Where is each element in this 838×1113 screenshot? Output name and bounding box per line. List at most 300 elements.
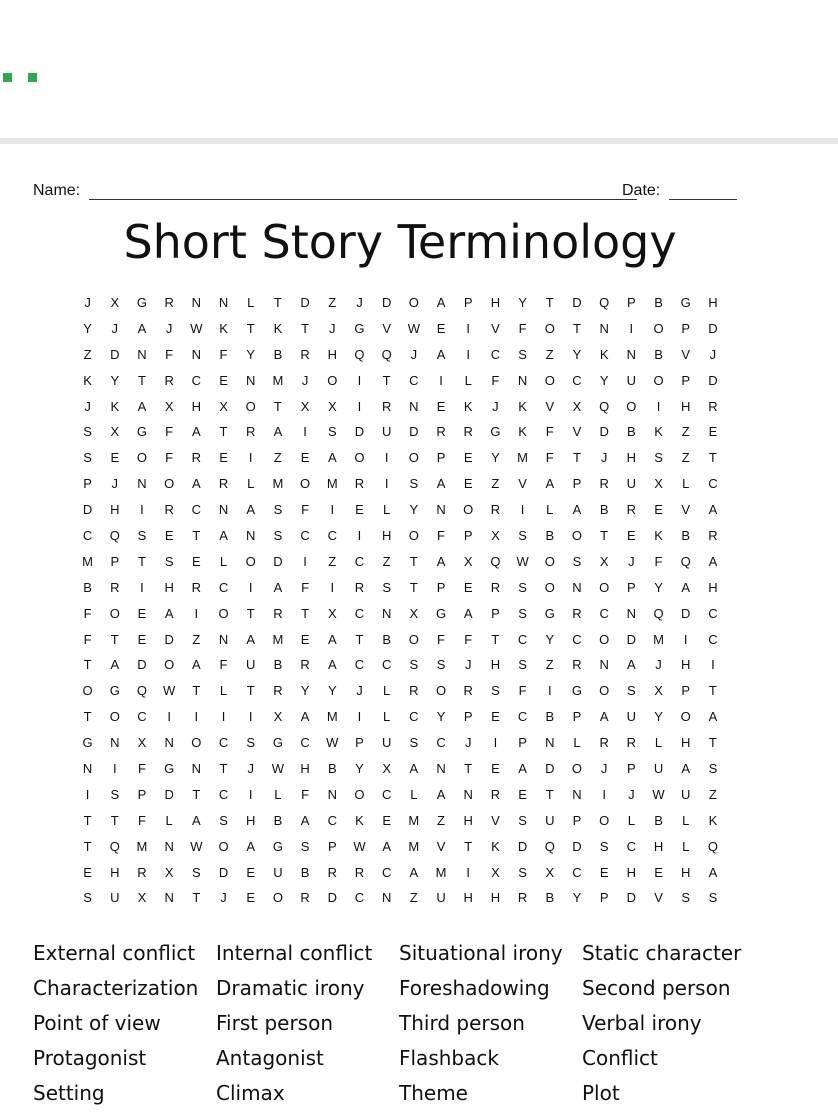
grid-letter: H — [463, 812, 473, 828]
grid-letter: F — [137, 812, 146, 828]
date-field-line — [669, 199, 737, 200]
grid-letter: X — [382, 761, 391, 777]
word-bank-item: Internal conflict — [216, 941, 373, 965]
grid-letter: P — [436, 450, 446, 466]
grid-letter: A — [300, 812, 310, 828]
grid-letter: R — [517, 890, 528, 906]
grid-letter: T — [192, 528, 201, 544]
grid-letter: M — [517, 450, 529, 466]
grid-letter: H — [246, 812, 256, 828]
grid-letter: I — [466, 320, 471, 336]
grid-letter: X — [491, 864, 500, 880]
word-bank — [33, 938, 765, 1113]
grid-letter: O — [109, 709, 120, 725]
grid-letter: A — [627, 657, 636, 673]
grid-letter: H — [164, 579, 174, 595]
grid-letter: A — [463, 605, 473, 621]
grid-letter: R — [354, 864, 365, 880]
grid-letter: S — [654, 450, 663, 466]
grid-letter: T — [219, 424, 228, 440]
grid-letter: O — [571, 528, 583, 544]
grid-letter: N — [572, 786, 582, 802]
grid-letter: J — [111, 476, 119, 492]
grid-letter: G — [354, 320, 365, 336]
grid-letter: A — [246, 631, 256, 647]
grid-letter: O — [164, 476, 175, 492]
grid-letter: Z — [545, 657, 554, 673]
grid-letter: L — [627, 812, 635, 828]
grid-letter: C — [572, 864, 582, 880]
word-bank-item: Characterization — [33, 976, 199, 1000]
grid-letter: H — [681, 398, 691, 414]
grid-letter: O — [408, 528, 419, 544]
word-bank-item: Setting — [33, 1081, 105, 1105]
grid-letter: S — [137, 528, 147, 544]
grid-letter: C — [381, 786, 392, 802]
grid-letter: T — [409, 579, 418, 595]
grid-letter: Q — [109, 528, 120, 544]
grid-letter: G — [82, 735, 93, 751]
grid-letter: S — [409, 476, 419, 492]
grid-letter: H — [490, 657, 501, 673]
grid-letter: I — [384, 450, 389, 466]
grid-letter: R — [164, 295, 174, 310]
grid-letter: L — [219, 553, 228, 569]
grid-letter: E — [137, 605, 147, 621]
grid-letter: R — [246, 424, 256, 440]
grid-letter: L — [383, 683, 391, 699]
grid-letter: D — [273, 553, 283, 569]
grid-letter: E — [192, 553, 201, 569]
grid-letter: Y — [110, 372, 120, 388]
grid-letter: O — [272, 890, 283, 906]
grid-letter: R — [599, 476, 609, 492]
grid-letter: T — [246, 605, 255, 621]
grid-letter: E — [654, 864, 663, 880]
grid-letter: O — [680, 709, 691, 725]
green-square-icon — [28, 73, 37, 82]
grid-letter: Z — [328, 295, 337, 310]
grid-letter: X — [273, 709, 283, 725]
grid-letter: B — [273, 812, 283, 828]
grid-letter: D — [708, 372, 718, 388]
grid-letter: P — [572, 476, 582, 492]
grid-letter: D — [572, 295, 582, 310]
grid-letter: A — [273, 579, 283, 595]
grid-letter: N — [327, 786, 337, 802]
grid-letter: C — [599, 605, 609, 621]
grid-letter: L — [682, 838, 690, 854]
grid-letter: L — [410, 786, 418, 802]
grid-letter: I — [221, 709, 226, 725]
date-label: Date: — [622, 182, 661, 199]
divider — [0, 138, 838, 144]
grid-letter: O — [408, 450, 419, 466]
grid-letter: I — [602, 786, 606, 802]
grid-letter: C — [354, 657, 365, 673]
grid-letter: B — [654, 346, 663, 362]
grid-letter: P — [463, 709, 473, 725]
grid-letter: F — [165, 346, 174, 362]
grid-letter: T — [708, 683, 717, 699]
grid-letter: O — [164, 657, 175, 673]
grid-letter: L — [274, 786, 282, 802]
grid-letter: N — [436, 761, 446, 777]
grid-letter: C — [354, 605, 365, 621]
grid-letter: S — [518, 864, 527, 880]
grid-letter: T — [110, 631, 119, 647]
grid-letter: I — [248, 786, 253, 802]
grid-letter: X — [572, 398, 582, 414]
grid-letter: D — [626, 631, 637, 647]
grid-letter: H — [626, 864, 637, 880]
grid-letter: Y — [518, 295, 527, 310]
grid-letter: I — [303, 424, 307, 440]
grid-letter: T — [192, 890, 201, 906]
grid-letter: L — [165, 812, 173, 828]
grid-letter: A — [327, 631, 337, 647]
grid-letter: Y — [246, 346, 256, 362]
grid-letter: N — [110, 735, 120, 751]
grid-letter: P — [681, 372, 691, 388]
grid-letter: Q — [544, 838, 555, 854]
grid-letter: I — [683, 631, 688, 647]
grid-letter: R — [626, 502, 637, 518]
grid-letter: T — [545, 786, 554, 802]
word-bank-item: External conflict — [33, 941, 196, 965]
grid-letter: X — [110, 295, 120, 310]
grid-letter: A — [436, 476, 446, 492]
grid-letter: D — [599, 424, 609, 440]
grid-letter: I — [194, 605, 199, 621]
grid-letter: A — [192, 476, 201, 492]
word-bank-item: Dramatic irony — [216, 976, 365, 1000]
grid-letter: A — [518, 761, 527, 777]
grid-letter: Q — [109, 838, 120, 854]
grid-letter: P — [491, 605, 500, 621]
grid-letter: A — [708, 502, 718, 518]
grid-letter: S — [518, 528, 527, 544]
grid-letter: S — [518, 579, 527, 595]
grid-letter: F — [545, 450, 554, 466]
grid-letter: M — [326, 709, 338, 725]
grid-letter: F — [654, 553, 663, 569]
grid-letter: V — [681, 346, 691, 362]
grid-letter: P — [436, 579, 446, 595]
grid-letter: R — [164, 502, 174, 518]
grid-letter: E — [491, 761, 500, 777]
word-search-grid — [74, 290, 727, 911]
grid-letter: N — [218, 295, 229, 310]
grid-letter: F — [219, 346, 228, 362]
grid-letter: T — [301, 605, 310, 621]
grid-letter: I — [248, 579, 253, 595]
grid-letter: D — [626, 890, 637, 906]
grid-letter: C — [708, 605, 718, 621]
grid-letter: V — [491, 812, 500, 828]
grid-letter: N — [137, 476, 147, 492]
grid-letter: K — [518, 424, 527, 440]
grid-letter: E — [463, 476, 473, 492]
grid-letter: G — [272, 735, 283, 751]
grid-letter: P — [572, 812, 582, 828]
grid-letter: Z — [83, 346, 92, 362]
word-bank-item: Situational irony — [399, 941, 563, 965]
grid-letter: V — [382, 320, 391, 336]
grid-letter: T — [219, 761, 228, 777]
grid-letter: N — [463, 786, 473, 802]
grid-letter: U — [110, 890, 120, 906]
grid-letter: Y — [572, 346, 582, 362]
grid-letter: E — [246, 864, 256, 880]
grid-letter: O — [463, 502, 474, 518]
grid-letter: C — [137, 709, 147, 725]
grid-letter: A — [137, 320, 147, 336]
grid-letter: J — [410, 346, 418, 362]
grid-letter: I — [112, 761, 117, 777]
word-bank-item: Flashback — [399, 1046, 499, 1070]
grid-letter: K — [491, 838, 500, 854]
grid-letter: Q — [599, 295, 610, 310]
grid-letter: S — [572, 553, 582, 569]
grid-letter: Z — [491, 476, 500, 492]
grid-letter: C — [517, 709, 528, 725]
grid-letter: P — [463, 528, 473, 544]
grid-letter: Y — [654, 579, 663, 595]
grid-letter: C — [327, 528, 337, 544]
grid-letter: B — [382, 631, 391, 647]
grid-letter: C — [409, 709, 419, 725]
grid-letter: S — [518, 657, 527, 673]
grid-letter: E — [463, 450, 473, 466]
grid-letter: H — [490, 295, 501, 310]
grid-letter: R — [572, 657, 582, 673]
grid-letter: C — [354, 553, 365, 569]
grid-letter: S — [708, 761, 718, 777]
grid-letter: J — [165, 320, 173, 336]
grid-letter: S — [273, 528, 283, 544]
grid-letter: L — [383, 709, 391, 725]
grid-letter: T — [301, 320, 310, 336]
grid-letter: H — [381, 528, 392, 544]
grid-letter: S — [300, 838, 310, 854]
grid-letter: C — [708, 476, 718, 492]
grid-letter: M — [408, 812, 420, 828]
grid-letter: J — [464, 657, 472, 673]
grid-letter: I — [493, 735, 498, 751]
grid-letter: A — [599, 709, 609, 725]
grid-letter: T — [355, 631, 364, 647]
grid-letter: P — [627, 295, 636, 310]
grid-letter: T — [83, 838, 92, 854]
word-bank-item: Verbal irony — [582, 1011, 702, 1035]
top-bar — [0, 0, 838, 138]
grid-letter: M — [272, 631, 284, 647]
grid-letter: A — [246, 838, 256, 854]
grid-letter: I — [466, 346, 471, 362]
grid-letter: N — [517, 372, 528, 388]
grid-letter: B — [545, 709, 555, 725]
grid-letter: D — [517, 838, 528, 854]
grid-letter: S — [273, 502, 283, 518]
grid-letter: N — [218, 631, 229, 647]
grid-letter: A — [681, 761, 691, 777]
grid-letter: F — [545, 424, 554, 440]
grid-letter: X — [164, 864, 174, 880]
grid-letter: F — [301, 502, 310, 518]
grid-letter: U — [653, 761, 664, 777]
grid-letter: X — [654, 476, 663, 492]
grid-letter: Y — [599, 372, 609, 388]
word-bank-item: First person — [216, 1011, 334, 1035]
grid-letter: J — [628, 786, 635, 802]
grid-letter: Y — [355, 761, 364, 777]
grid-letter: V — [681, 502, 691, 518]
grid-letter: X — [491, 528, 500, 544]
grid-letter: D — [354, 424, 365, 440]
grid-letter: N — [191, 295, 202, 310]
grid-letter: W — [271, 761, 285, 777]
grid-letter: M — [653, 631, 664, 647]
grid-letter: U — [436, 890, 446, 906]
grid-letter: I — [140, 579, 144, 595]
name-date-row — [33, 180, 745, 204]
grid-letter: T — [83, 657, 92, 673]
grid-letter: L — [682, 812, 690, 828]
word-bank-item: Theme — [399, 1081, 468, 1105]
grid-letter: S — [327, 424, 337, 440]
grid-letter: Y — [409, 502, 419, 518]
grid-letter: K — [599, 346, 609, 362]
grid-letter: J — [84, 295, 91, 310]
grid-letter: J — [492, 398, 499, 414]
grid-letter: U — [626, 709, 637, 725]
grid-letter: M — [272, 372, 284, 388]
grid-letter: F — [83, 631, 92, 647]
grid-letter: K — [83, 372, 92, 388]
grid-letter: G — [136, 424, 148, 440]
grid-letter: J — [628, 553, 635, 569]
grid-letter: O — [544, 553, 555, 569]
grid-letter: M — [272, 476, 284, 492]
grid-letter: O — [599, 579, 610, 595]
grid-letter: N — [409, 398, 419, 414]
grid-letter: W — [190, 320, 203, 336]
grid-letter: R — [110, 579, 120, 595]
grid-letter: T — [246, 683, 255, 699]
grid-letter: G — [571, 683, 583, 699]
grid-letter: N — [218, 502, 229, 518]
grid-letter: R — [381, 398, 392, 414]
grid-letter: G — [164, 761, 175, 777]
grid-letter: R — [300, 890, 310, 906]
grid-letter: J — [84, 398, 91, 414]
grid-letter: W — [190, 838, 203, 854]
grid-letter: S — [436, 657, 446, 673]
grid-letter: O — [327, 372, 338, 388]
word-bank-item: Point of view — [33, 1011, 161, 1035]
grid-letter: O — [300, 476, 311, 492]
grid-letter: T — [491, 631, 500, 647]
grid-letter: T — [464, 838, 473, 854]
grid-letter: H — [681, 657, 691, 673]
grid-letter: F — [137, 761, 146, 777]
grid-letter: X — [164, 398, 174, 414]
grid-letter: Z — [681, 450, 690, 466]
grid-letter: C — [218, 579, 229, 595]
grid-letter: U — [273, 864, 283, 880]
grid-letter: O — [245, 398, 256, 414]
grid-letter: T — [192, 683, 201, 699]
grid-letter: L — [247, 476, 255, 492]
grid-letter: A — [192, 812, 201, 828]
grid-letter: N — [572, 579, 582, 595]
grid-letter: C — [381, 657, 392, 673]
grid-letter: C — [300, 528, 310, 544]
grid-letter: I — [248, 709, 253, 725]
grid-letter: C — [191, 372, 202, 388]
grid-letter: A — [436, 346, 446, 362]
grid-letter: A — [681, 579, 691, 595]
grid-letter: S — [409, 657, 419, 673]
grid-letter: F — [83, 605, 92, 621]
grid-letter: I — [248, 450, 253, 466]
grid-letter: T — [192, 786, 201, 802]
grid-letter: E — [654, 502, 663, 518]
grid-letter: E — [219, 372, 228, 388]
grid-letter: Y — [572, 890, 582, 906]
grid-letter: X — [137, 735, 147, 751]
grid-letter: A — [246, 502, 256, 518]
grid-letter: V — [545, 398, 555, 414]
grid-letter: U — [246, 657, 256, 673]
grid-letter: L — [573, 735, 581, 751]
grid-letter: A — [409, 864, 419, 880]
grid-letter: N — [164, 890, 174, 906]
grid-letter: G — [490, 424, 501, 440]
grid-letter: G — [680, 295, 691, 310]
grid-letter: X — [599, 553, 609, 569]
grid-letter: K — [518, 398, 527, 414]
grid-letter: Z — [708, 786, 717, 802]
grid-letter: B — [273, 657, 283, 673]
grid-letter: H — [463, 890, 473, 906]
grid-letter: I — [85, 786, 90, 802]
grid-letter: Q — [490, 553, 501, 569]
grid-letter: I — [357, 709, 362, 725]
grid-letter: A — [327, 657, 337, 673]
grid-letter: T — [246, 320, 255, 336]
grid-letter: C — [409, 372, 419, 388]
grid-letter: E — [300, 450, 310, 466]
grid-letter: E — [599, 864, 609, 880]
grid-letter: K — [708, 812, 718, 828]
grid-letter: A — [273, 424, 283, 440]
grid-letter: H — [191, 398, 202, 414]
grid-letter: E — [110, 450, 120, 466]
grid-letter: E — [708, 424, 718, 440]
grid-letter: D — [381, 295, 392, 310]
grid-letter: X — [545, 864, 555, 880]
grid-letter: O — [544, 579, 555, 595]
grid-letter: W — [163, 683, 176, 699]
grid-letter: O — [354, 450, 365, 466]
word-bank-item: Foreshadowing — [399, 976, 550, 1000]
grid-letter: F — [301, 579, 310, 595]
grid-letter: S — [164, 553, 174, 569]
grid-letter: P — [627, 579, 636, 595]
grid-letter: R — [436, 424, 446, 440]
